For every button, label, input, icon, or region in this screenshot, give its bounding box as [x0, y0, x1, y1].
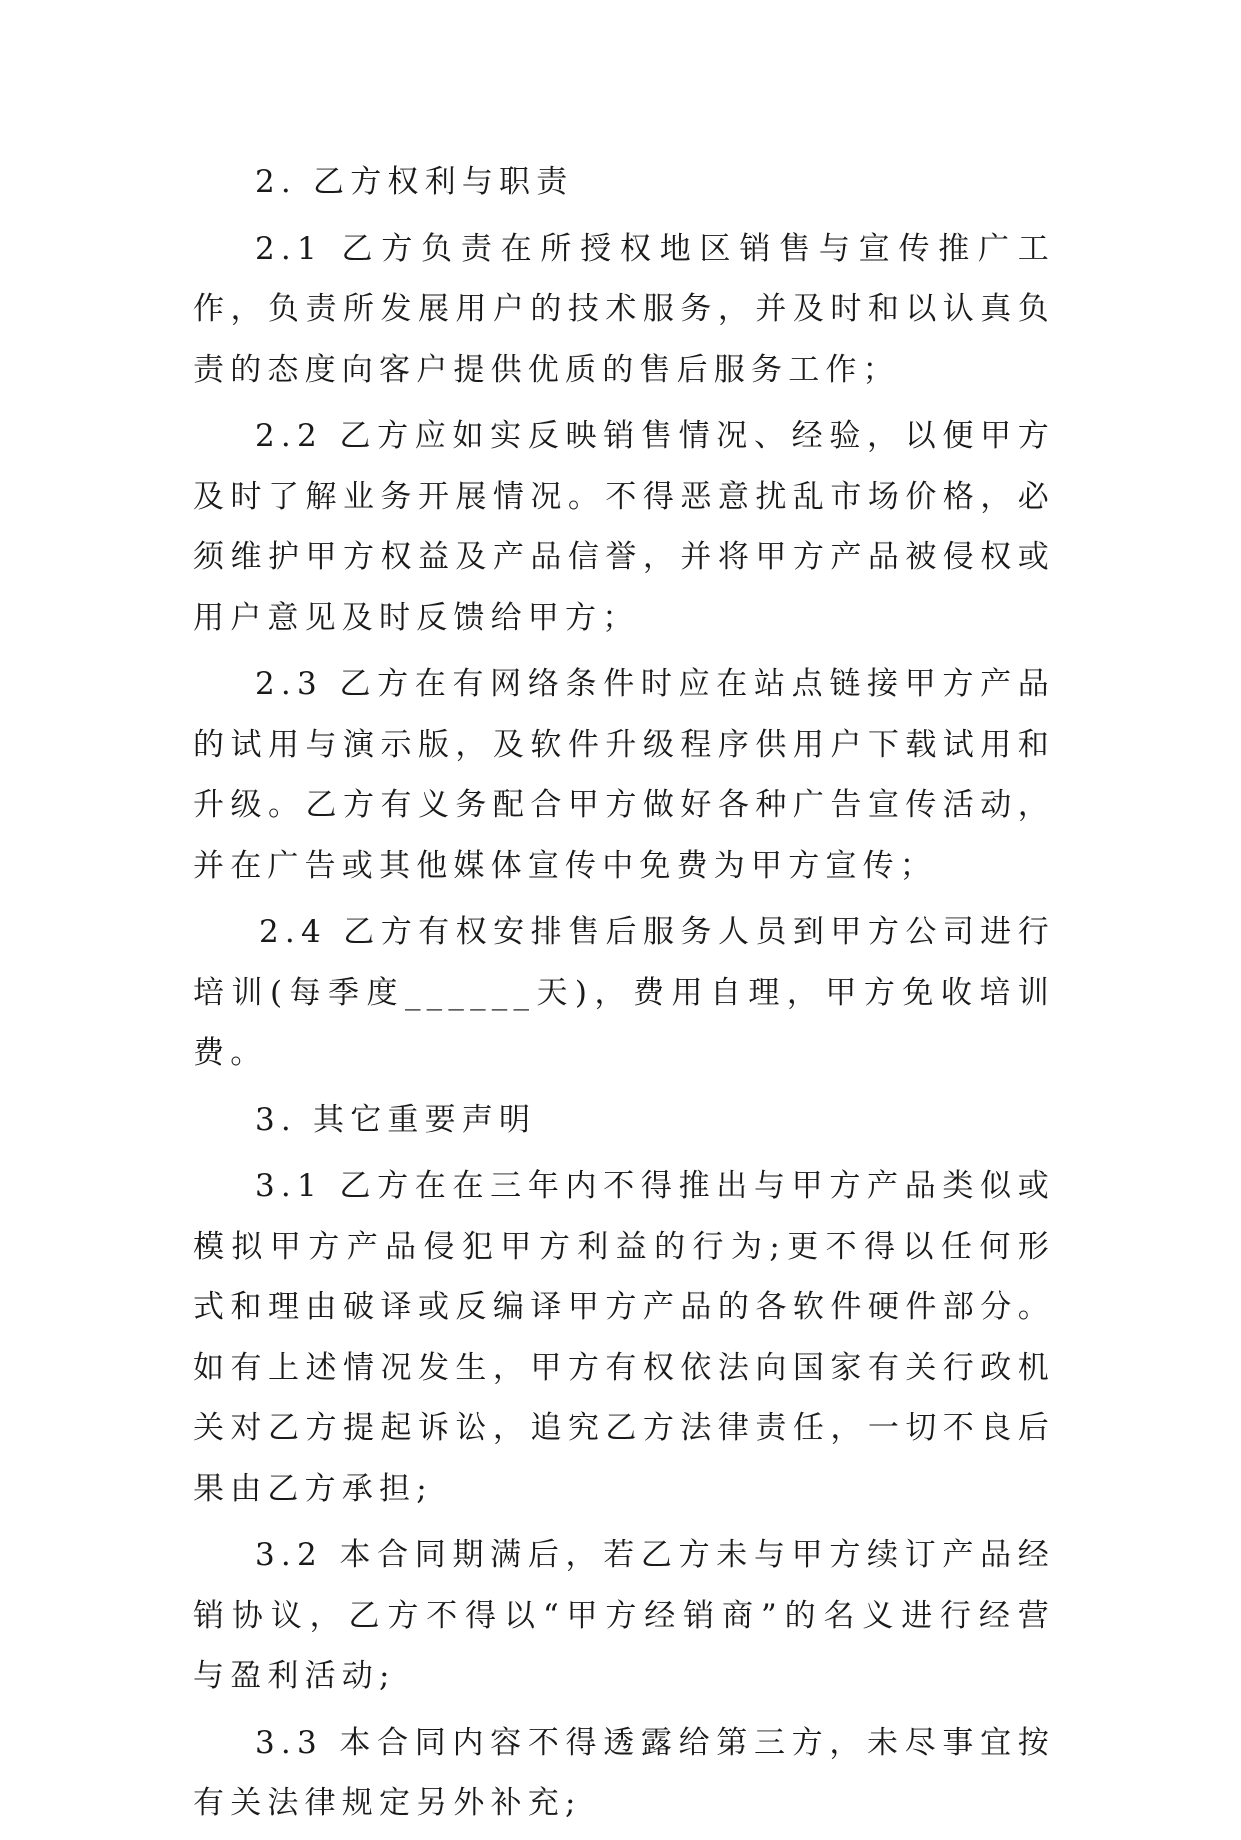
- clause-2-1: 2.1 乙方负责在所授权地区销售与宣传推广工作，负责所发展用户的技术服务，并及时和以认真负责的态度向客户提供优质的售后服务工作；: [193, 230, 1055, 388]
- document-body: [193, 152, 1055, 1840]
- clause-2-3: 2.3 乙方在有网络条件时应在站点链接甲方产品的试用与演示版，及软件升级程序供用户下载试用和升级。乙方有义务配合甲方做好各种广告宣传活动，并在广告或其他媒体宣传中免费为甲方宣传；: [193, 666, 1055, 884]
- clause-2-2: 2.2 乙方应如实反映销售情况、经验，以便甲方及时了解业务开展情况。不得恶意扰乱市场价格，必须维护甲方权益及产品信誉，并将甲方产品被侵权或用户意见及时反馈给甲方；: [193, 418, 1055, 636]
- clause-2-4: 2.4 乙方有权安排售后服务人员到甲方公司进行培训(每季度______天)，费用自理，甲方免收培训费。: [193, 914, 1055, 1071]
- clause-3-3: 3.3 本合同内容不得透露给第三方，未尽事宜按有关法律规定另外补充;: [193, 1724, 1055, 1821]
- clause-3-1: 3.1 乙方在在三年内不得推出与甲方产品类似或模拟甲方产品侵犯甲方利益的行为;更不得以任何形式和理由破译或反编译甲方产品的各软件硬件部分。如有上述情况发生，甲方有权依法向国家有关行政机关对乙方提起诉讼，追究乙方法律责任，一切不良后果由乙方承担;: [193, 1168, 1055, 1507]
- section-heading-3: 3. 其它重要声明: [255, 1101, 537, 1138]
- section-heading-2: 2. 乙方权利与职责: [255, 164, 574, 200]
- clause-3-2: 3.2 本合同期满后，若乙方未与甲方续订产品经销协议，乙方不得以“甲方经销商”的名义进行经营与盈利活动;: [193, 1537, 1055, 1694]
